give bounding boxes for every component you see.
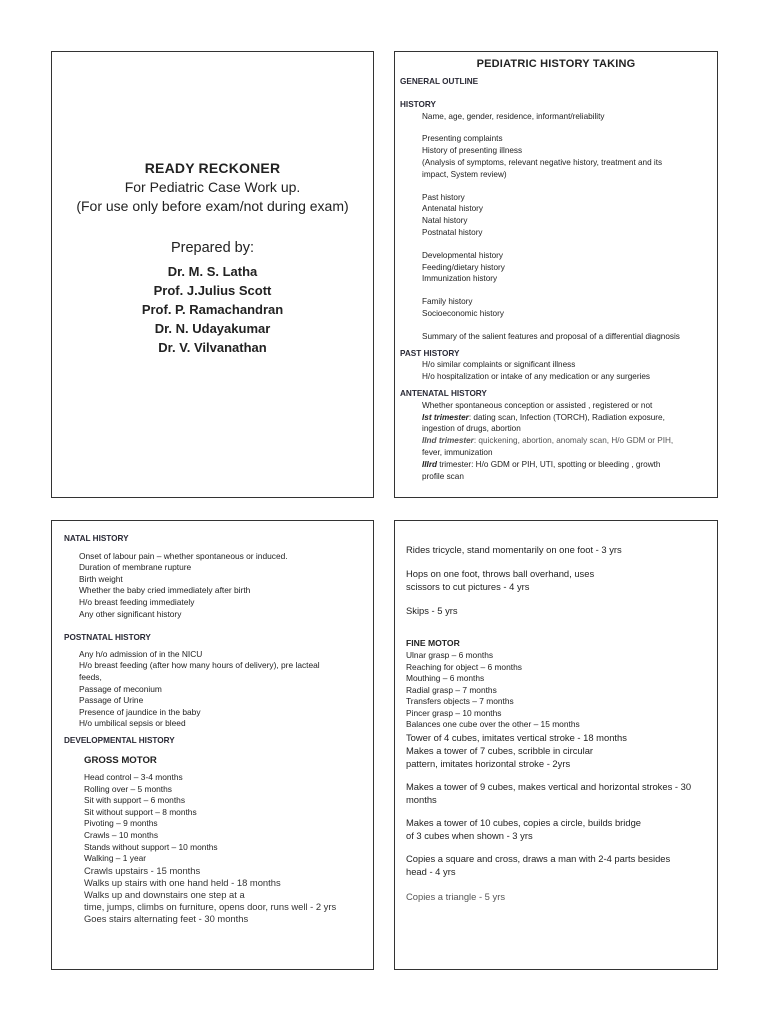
list-item: Walking – 1 year xyxy=(84,853,147,864)
trimester-label: Ist trimester xyxy=(422,412,469,422)
gross-motor-lines xyxy=(64,772,367,865)
list-item: Crawls – 10 months xyxy=(84,830,159,841)
list-item xyxy=(422,239,713,250)
list-item: feeds, xyxy=(79,671,102,682)
list-item: Any other significant history xyxy=(79,608,182,619)
list-item: Walks up stairs with one hand held - 18 months xyxy=(84,876,281,888)
list-item: Name, age, gender, residence, informant/reliability xyxy=(422,111,605,121)
list-item: Pivoting – 9 months xyxy=(84,818,158,829)
trimester-label: IIIrd xyxy=(422,459,438,469)
list-item: Head control – 3-4 months xyxy=(84,772,183,783)
list-item: fever, immunization xyxy=(422,447,493,457)
cover-block xyxy=(52,160,373,355)
list-item: Makes a tower of 10 cubes, copies a circle, builds bridge xyxy=(406,816,642,828)
author-name: Dr. M. S. Latha xyxy=(167,264,258,279)
list-item: Summary of the salient features and proposal of a differential diagnosis xyxy=(422,331,680,341)
list-item: Sit without support – 8 months xyxy=(84,806,197,817)
prepared-by-label: Prepared by: xyxy=(170,240,255,256)
list-item: time, jumps, climbs on furniture, opens door, runs well - 2 yrs xyxy=(84,900,337,912)
section-heading: GENERAL OUTLINE xyxy=(400,77,479,86)
history-page xyxy=(394,51,718,498)
list-item: Ulnar grasp – 6 months xyxy=(406,650,494,660)
list-item: Feeding/dietary history xyxy=(422,262,505,272)
list-item: scissors to cut pictures - 4 yrs xyxy=(406,581,530,592)
list-item: Birth weight xyxy=(79,573,123,584)
list-item xyxy=(400,459,713,471)
cover-page xyxy=(51,51,374,498)
fine-motor-block xyxy=(406,852,709,878)
list-item: Balances one cube over the other – 15 months xyxy=(406,719,580,729)
natal-lines xyxy=(64,551,367,621)
list-item: Passage of meconium xyxy=(79,683,162,694)
list-item xyxy=(400,435,713,447)
natal-history-page xyxy=(51,520,374,970)
list-item xyxy=(400,412,713,424)
list-item: Radial grasp – 7 months xyxy=(406,684,497,695)
list-item: profile scan xyxy=(422,471,464,481)
motor-body xyxy=(406,543,709,903)
list-item: Whether spontaneous conception or assisted , registered or not xyxy=(422,400,653,410)
list-item: Skips - 5 yrs xyxy=(406,605,458,616)
list-item: Socioeconomic history xyxy=(422,308,504,318)
list-item: Any h/o admission of in the NICU xyxy=(79,648,203,659)
fine-motor-lines xyxy=(406,650,709,731)
list-item: ingestion of drugs, abortion xyxy=(422,424,521,434)
list-item: (Analysis of symptoms, relevant negative history, treatment and its xyxy=(422,157,663,167)
list-item xyxy=(422,122,713,133)
list-item: Mouthing – 6 months xyxy=(406,673,485,683)
list-item: impact, System review) xyxy=(422,169,507,179)
list-item: Goes stairs alternating feet - 30 months xyxy=(84,912,249,924)
list-item xyxy=(422,181,713,192)
list-item: Family history xyxy=(422,297,473,307)
list-item: Walks up and downstairs one step at a xyxy=(84,888,245,900)
section-heading: ANTENATAL HISTORY xyxy=(400,388,487,398)
trimester-text: : dating scan, Infection (TORCH), Radiation exposure, xyxy=(468,412,665,422)
list-item: Rolling over – 5 months xyxy=(84,783,172,794)
fine-motor-block xyxy=(406,780,709,806)
gross-motor-lines-large xyxy=(64,865,367,925)
fine-motor-block xyxy=(406,816,709,842)
sub-heading: FINE MOTOR xyxy=(406,638,460,648)
list-item: Reaching for object – 6 months xyxy=(406,661,522,672)
list-item: Stands without support – 10 months xyxy=(84,841,218,852)
list-item: Passage of Urine xyxy=(79,695,144,706)
gross-motor-continued xyxy=(406,543,709,617)
list-item: H/o breast feeding immediately xyxy=(79,596,195,607)
list-item xyxy=(422,320,713,331)
cover-note: (For use only before exam/not during exam) xyxy=(76,198,349,214)
list-item xyxy=(406,556,709,567)
list-item: Pincer grasp – 10 months xyxy=(406,707,502,718)
fine-motor-block xyxy=(406,731,709,770)
list-item: Onset of labour pain – whether spontaneous or induced. xyxy=(79,550,288,561)
trimester-label: IInd trimester xyxy=(422,436,474,446)
section-heading: POSTNATAL HISTORY xyxy=(64,633,151,643)
list-item: Sit with support – 6 months xyxy=(84,795,186,806)
author-name: Dr. V. Vilvanathan xyxy=(158,340,267,355)
list-item: Crawls upstairs - 15 months xyxy=(84,864,201,876)
list-item: H/o similar complaints or significant illness xyxy=(422,360,576,370)
list-item: Antenatal history xyxy=(422,204,483,214)
list-item: of 3 cubes when shown - 3 yrs xyxy=(406,829,533,841)
list-item: H/o breast feeding (after how many hours of delivery), pre lacteal xyxy=(79,660,320,671)
list-item: pattern, imitates horizontal stroke - 2yrs xyxy=(406,757,571,769)
page-title: PEDIATRIC HISTORY TAKING xyxy=(476,58,636,70)
author-name: Prof. P. Ramachandran xyxy=(141,302,284,317)
list-item xyxy=(406,593,709,604)
section-heading: HISTORY xyxy=(400,99,436,109)
list-item: head - 4 yrs xyxy=(406,865,456,877)
list-item: Copies a triangle - 5 yrs xyxy=(406,890,506,902)
list-item: Duration of membrane rupture xyxy=(79,562,192,573)
list-item: H/o hospitalization or intake of any medication or any surgeries xyxy=(422,372,651,382)
sub-heading: GROSS MOTOR xyxy=(84,754,157,766)
postnatal-lines xyxy=(64,649,367,730)
motor-milestones-page xyxy=(394,520,718,970)
author-name: Prof. J.Julius Scott xyxy=(153,283,272,298)
list-item: Transfers objects – 7 months xyxy=(406,696,514,706)
author-name: Dr. N. Udayakumar xyxy=(154,321,271,336)
list-item: History of presenting illness xyxy=(422,146,523,156)
section-heading: DEVELOPMENTAL HISTORY xyxy=(64,735,175,745)
trimester-text: trimester: H/o GDM or PIH, UTI, spotting or bleeding , growth xyxy=(437,459,661,469)
list-item: Makes a tower of 7 cubes, scribble in circular xyxy=(406,744,594,756)
list-item: Natal history xyxy=(422,216,468,226)
history-body xyxy=(400,76,713,482)
list-item xyxy=(422,285,713,296)
list-item: Hops on one foot, throws ball overhand, uses xyxy=(406,568,595,579)
list-item: Developmental history xyxy=(422,250,504,260)
list-item: Copies a square and cross, draws a man with 2-4 parts besides xyxy=(406,852,671,864)
list-item: H/o umbilical sepsis or bleed xyxy=(79,718,186,729)
list-item: Whether the baby cried immediately after birth xyxy=(79,585,251,596)
list-item: Tower of 4 cubes, imitates vertical stroke - 18 months xyxy=(406,731,627,743)
list-item: Presence of jaundice in the baby xyxy=(79,706,201,717)
list-item: Postnatal history xyxy=(422,227,483,237)
cover-subtitle: For Pediatric Case Work up. xyxy=(124,179,301,195)
list-item: months xyxy=(406,793,437,805)
list-item: Makes a tower of 9 cubes, makes vertical and horizontal strokes - 30 xyxy=(406,780,692,792)
history-lines xyxy=(400,111,713,343)
list-item: Presenting complaints xyxy=(422,134,503,144)
list-item: Immunization history xyxy=(422,274,498,284)
list-item: Rides tricycle, stand momentarily on one foot - 3 yrs xyxy=(406,544,622,555)
natal-body xyxy=(64,533,367,925)
section-heading: NATAL HISTORY xyxy=(64,534,129,543)
trimester-text: : quickening, abortion, anomaly scan, H/o GDM or PIH, xyxy=(473,436,674,446)
section-heading: PAST HISTORY xyxy=(400,348,460,358)
list-item: Past history xyxy=(422,192,465,202)
cover-title: READY RECKONER xyxy=(144,160,281,176)
